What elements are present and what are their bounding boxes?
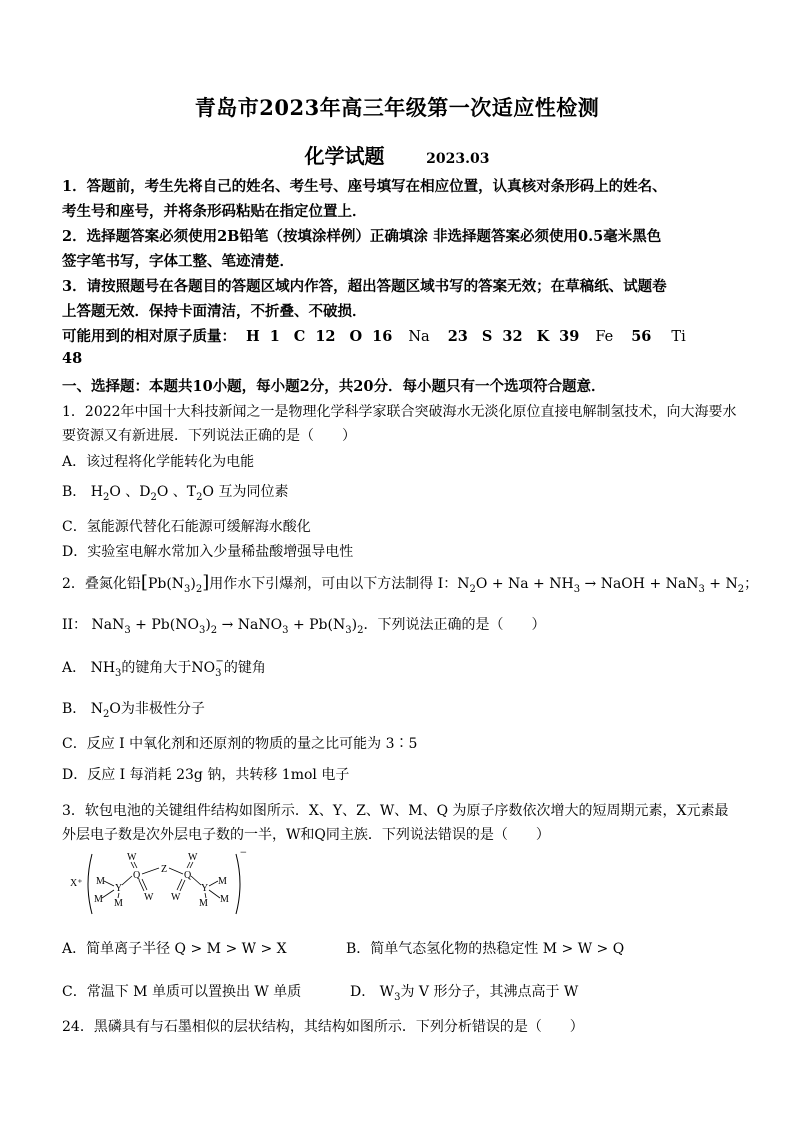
ion-structure-diagram xyxy=(70,848,260,920)
atomic-masses-wrap: 48 xyxy=(62,350,83,367)
section-heading: 一、选择题：本题共10小题，每小题2分，共20分．每小题只有一个选项符合题意． xyxy=(62,378,606,395)
q3-option-d: D． $W_3$为 V 形分子，其沸点高于 W xyxy=(350,984,579,1003)
atom-w: W xyxy=(144,892,154,903)
q3-stem-line-1: 3．软包电池的关键组件结构如图所示．X、Y、Z、W、M、Q 为原子序数依次增大的短周期元素，X元素最 xyxy=(62,803,729,819)
atom-y: Y xyxy=(201,883,209,894)
q1-option-d: D．实验室电解水常加入少量稀盐酸增强导电性 xyxy=(62,544,354,560)
element-symbol: K xyxy=(536,328,550,345)
q3-option-c: C．常温下 M 单质可以置换出 W 单质 xyxy=(62,984,302,1000)
page-title: 青岛市2023年高三年级第一次适应性检测 xyxy=(194,95,600,120)
page-subtitle xyxy=(0,140,794,169)
atom-m: M xyxy=(199,898,208,909)
q1-stem-line-2: 要资源又有新进展．下列说法正确的是（ ） xyxy=(62,428,356,444)
atom-q: Q xyxy=(133,870,141,881)
note-2-line-2: 签字笔书写，字体工整、笔迹清楚． xyxy=(62,253,294,270)
note-2-line-1: 2．选择题答案必须使用2B铅笔（按填涂样例）正确填涂 非选择题答案必须使用0.5毫米黑色 xyxy=(62,228,662,245)
element-symbol: O xyxy=(349,328,363,345)
cation-label: X⁺ xyxy=(70,878,83,889)
note-1-line-2: 考生号和座号，并将条形码粘贴在指定位置上． xyxy=(62,203,367,220)
q2-option-c: C．反应 I 中氧化剂和还原剂的物质的量之比可能为 3∶5 xyxy=(62,736,418,752)
element-symbol: Na xyxy=(408,329,430,345)
element-mass: 23 xyxy=(447,328,468,345)
atom-w: W xyxy=(127,852,137,863)
atomic-masses-label: 可能用到的相对原子质量： xyxy=(62,328,236,345)
q3-option-a: A．简单离子半径 Q > M > W > X xyxy=(62,941,287,957)
q1-option-b: B． $H_2O$ 、$D_2O$ 、$T_2O$ 互为同位素 xyxy=(62,484,289,503)
atom-w: W xyxy=(188,852,198,863)
q2-option-b: B． $N_2O$为非极性分子 xyxy=(62,701,205,720)
exam-date: 2023.03 xyxy=(426,151,490,167)
element-symbol: Fe xyxy=(595,329,614,345)
atom-w: W xyxy=(171,892,181,903)
note-1-line-1: 1．答题前，考生先将自己的姓名、考生号、座号填写在相应位置，认真核对条形码上的姓名、 xyxy=(62,178,667,195)
atom-q: Q xyxy=(184,870,192,881)
left-bracket xyxy=(88,854,92,914)
atom-m: M xyxy=(96,876,105,887)
atom-y: Y xyxy=(115,883,123,894)
q2-stem-line-1: 2．叠氮化铅$[Pb(N_3)_2]$用作水下引爆剂，可由以下方法制得 I：$N_2O + Na + NH_3$ → NaOH + $NaN_3 + N_2$； xyxy=(62,572,759,595)
atomic-masses xyxy=(62,325,686,346)
element-symbol: Ti xyxy=(671,329,686,345)
q1-option-c: C．氢能源代替化石能源可缓解海水酸化 xyxy=(62,519,311,535)
atom-m: M xyxy=(218,876,227,887)
element-mass: 16 xyxy=(372,328,393,345)
right-bracket xyxy=(236,854,240,914)
note-3-line-2: 上答题无效．保持卡面清洁，不折叠、不破损． xyxy=(62,303,367,320)
element-mass: 39 xyxy=(559,328,580,345)
element-mass: 12 xyxy=(315,328,336,345)
element-symbol: H xyxy=(246,328,260,345)
atom-m: M xyxy=(94,894,103,905)
note-3-line-1: 3．请按照题号在各题目的答题区域内作答，超出答题区域书写的答案无效；在草稿纸、试题卷 xyxy=(62,278,667,295)
q1-option-a: A．该过程将化学能转化为电能 xyxy=(62,454,255,470)
element-mass: 56 xyxy=(631,328,652,345)
subject-label: 化学试题 xyxy=(304,144,385,168)
q1-stem-line-1: 1．2022年中国十大科技新闻之一是物理化学科学家联合突破海水无淡化原位直接电解制氢技术，向大海要水 xyxy=(62,404,737,420)
q2-option-d: D．反应 I 每消耗 23g 钠，共转移 1mol 电子 xyxy=(62,767,350,783)
atom-m: M xyxy=(114,898,123,909)
element-symbol: C xyxy=(293,328,306,345)
q3-stem-line-2: 外层电子数是次外层电子数的一半，W和Q同主族．下列说法错误的是（ ） xyxy=(62,827,550,843)
q2-stem-line-2: II： $NaN_3 + Pb(NO_3)_2$ → NaNO$_3$ + $Pb(N_3)_2$．下列说法正确的是（ ） xyxy=(62,617,546,636)
element-mass: 32 xyxy=(502,328,523,345)
atom-z: Z xyxy=(161,864,168,875)
atom-m: M xyxy=(220,894,229,905)
element-symbol: S xyxy=(481,328,493,345)
q24-stem-line-1: 24．黑磷具有与石墨相似的层状结构，其结构如图所示．下列分析错误的是（ ） xyxy=(62,1019,584,1035)
q3-option-b: B．简单气态氢化物的热稳定性 M > W > Q xyxy=(346,941,625,957)
anion-charge: − xyxy=(240,848,247,859)
element-mass: 1 xyxy=(269,328,280,345)
q2-option-a: A． $NH_3$的键角大于$NO_3^-$的键角 xyxy=(62,656,266,679)
